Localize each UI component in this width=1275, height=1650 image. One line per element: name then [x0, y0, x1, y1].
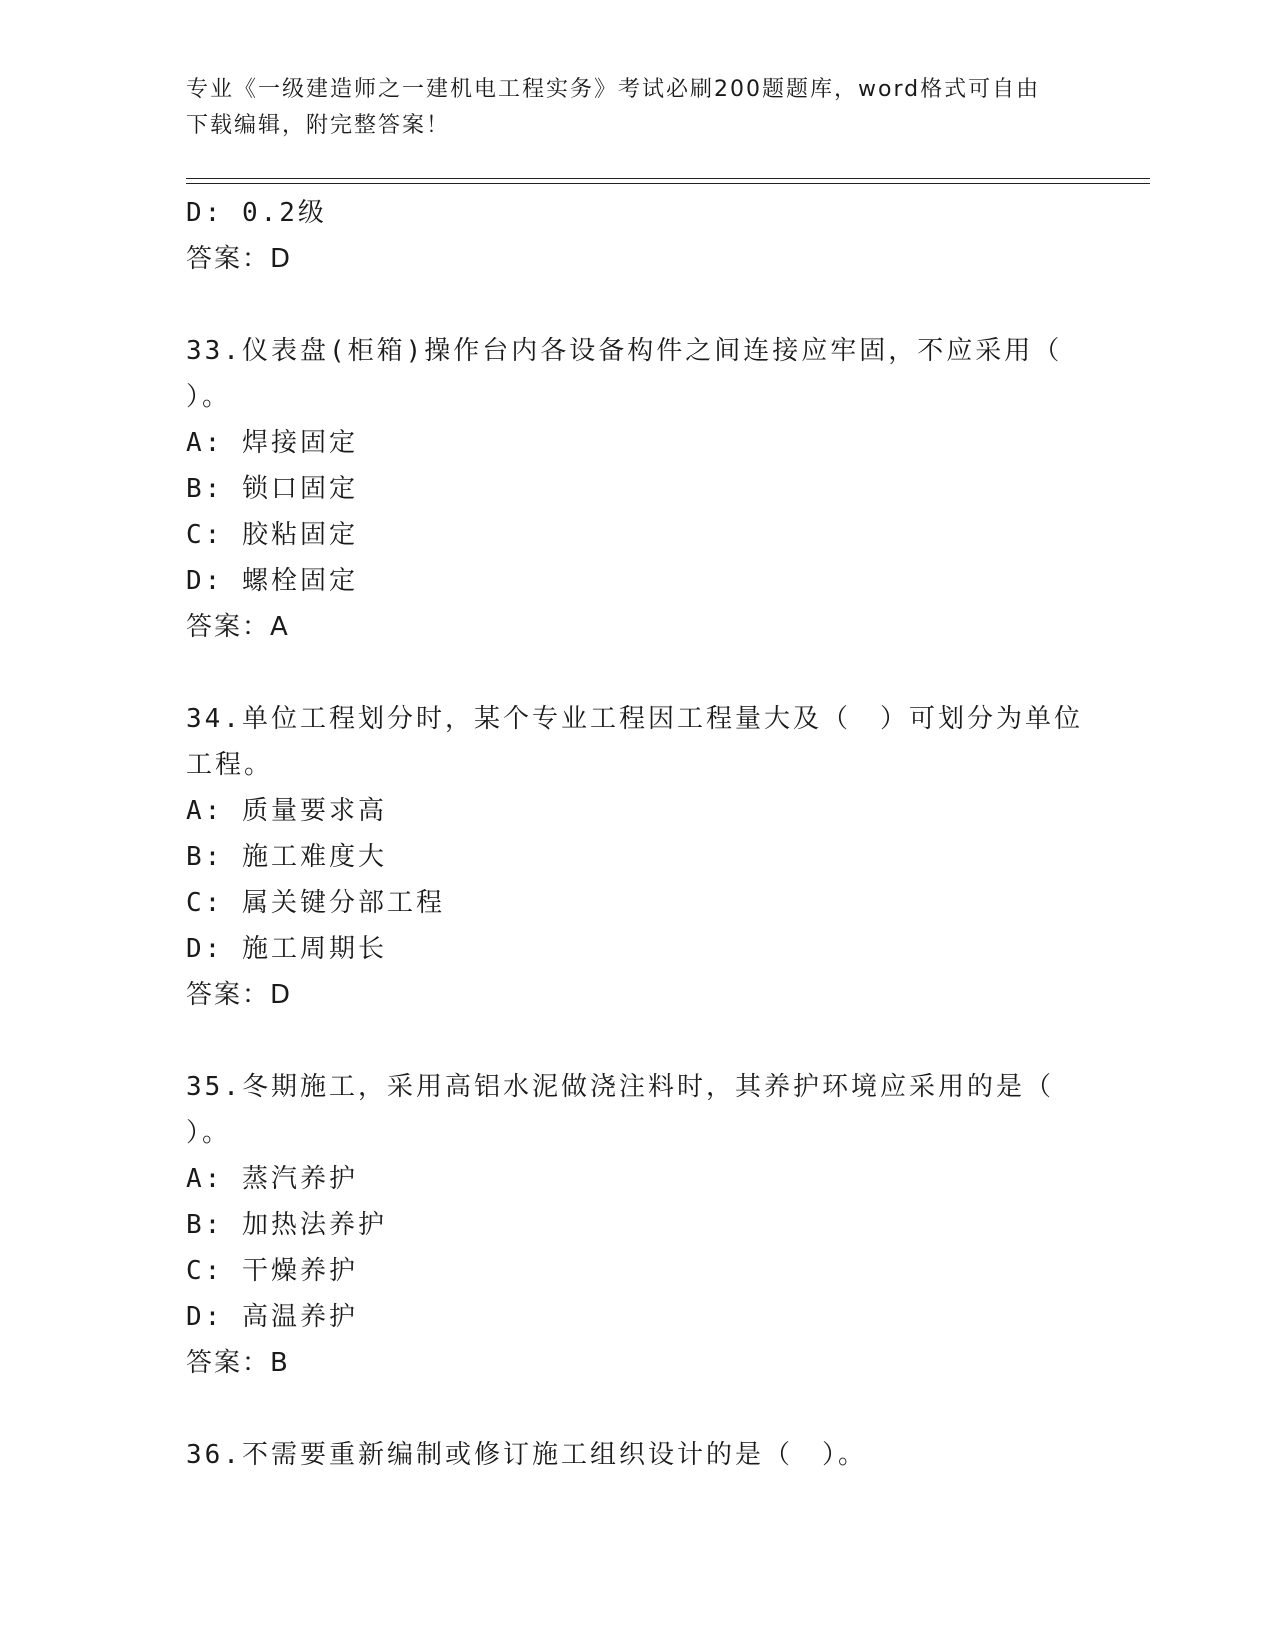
option-c: C: 胶粘固定 — [186, 520, 358, 550]
answer: 答案：A — [186, 612, 290, 642]
question-stem-cont: ）。 — [186, 1118, 232, 1148]
question-stem-cont: ）。 — [186, 382, 232, 412]
question-stem: 35.冬期施工，采用高铝水泥做浇注料时，其养护环境应采用的是（ — [186, 1072, 1054, 1102]
prev-answer: 答案：D — [186, 244, 293, 274]
question-stem: 36.不需要重新编制或修订施工组织设计的是（ ）。 — [186, 1440, 867, 1470]
question-34 — [186, 696, 1086, 1018]
prev-option-d: D: 0.2级 — [186, 198, 327, 228]
header-line-1: 专业《一级建造师之一建机电工程实务》考试必刷200题题库，word格式可自由 — [186, 77, 1041, 102]
option-c: C: 属关键分部工程 — [186, 888, 445, 918]
option-b: B: 锁口固定 — [186, 474, 358, 504]
question-stem: 33.仪表盘(柜箱)操作台内各设备构件之间连接应牢固，不应采用（ — [186, 336, 1063, 366]
spacer — [186, 282, 1086, 328]
answer: 答案：B — [186, 1348, 290, 1378]
spacer — [186, 1018, 1086, 1064]
option-c: C: 干燥养护 — [186, 1256, 358, 1286]
question-content — [186, 190, 1086, 1478]
option-b: B: 施工难度大 — [186, 842, 387, 872]
option-b: B: 加热法养护 — [186, 1210, 387, 1240]
option-d: D: 高温养护 — [186, 1302, 358, 1332]
header-line-2: 下载编辑，附完整答案！ — [186, 113, 451, 138]
spacer — [186, 1386, 1086, 1432]
question-33 — [186, 328, 1086, 650]
spacer — [186, 650, 1086, 696]
header-divider-bottom — [186, 183, 1150, 184]
option-a: A: 焊接固定 — [186, 428, 358, 458]
option-a: A: 质量要求高 — [186, 796, 387, 826]
header-divider-top — [186, 178, 1150, 179]
question-stem: 34.单位工程划分时，某个专业工程因工程量大及（ ）可划分为单位 — [186, 704, 1083, 734]
question-36 — [186, 1432, 1086, 1478]
option-d: D: 施工周期长 — [186, 934, 387, 964]
option-d: D: 螺栓固定 — [186, 566, 358, 596]
question-35 — [186, 1064, 1086, 1386]
option-a: A: 蒸汽养护 — [186, 1164, 358, 1194]
question-stem-cont: 工程。 — [186, 750, 274, 780]
document-header — [186, 72, 1066, 144]
answer: 答案：D — [186, 980, 293, 1010]
